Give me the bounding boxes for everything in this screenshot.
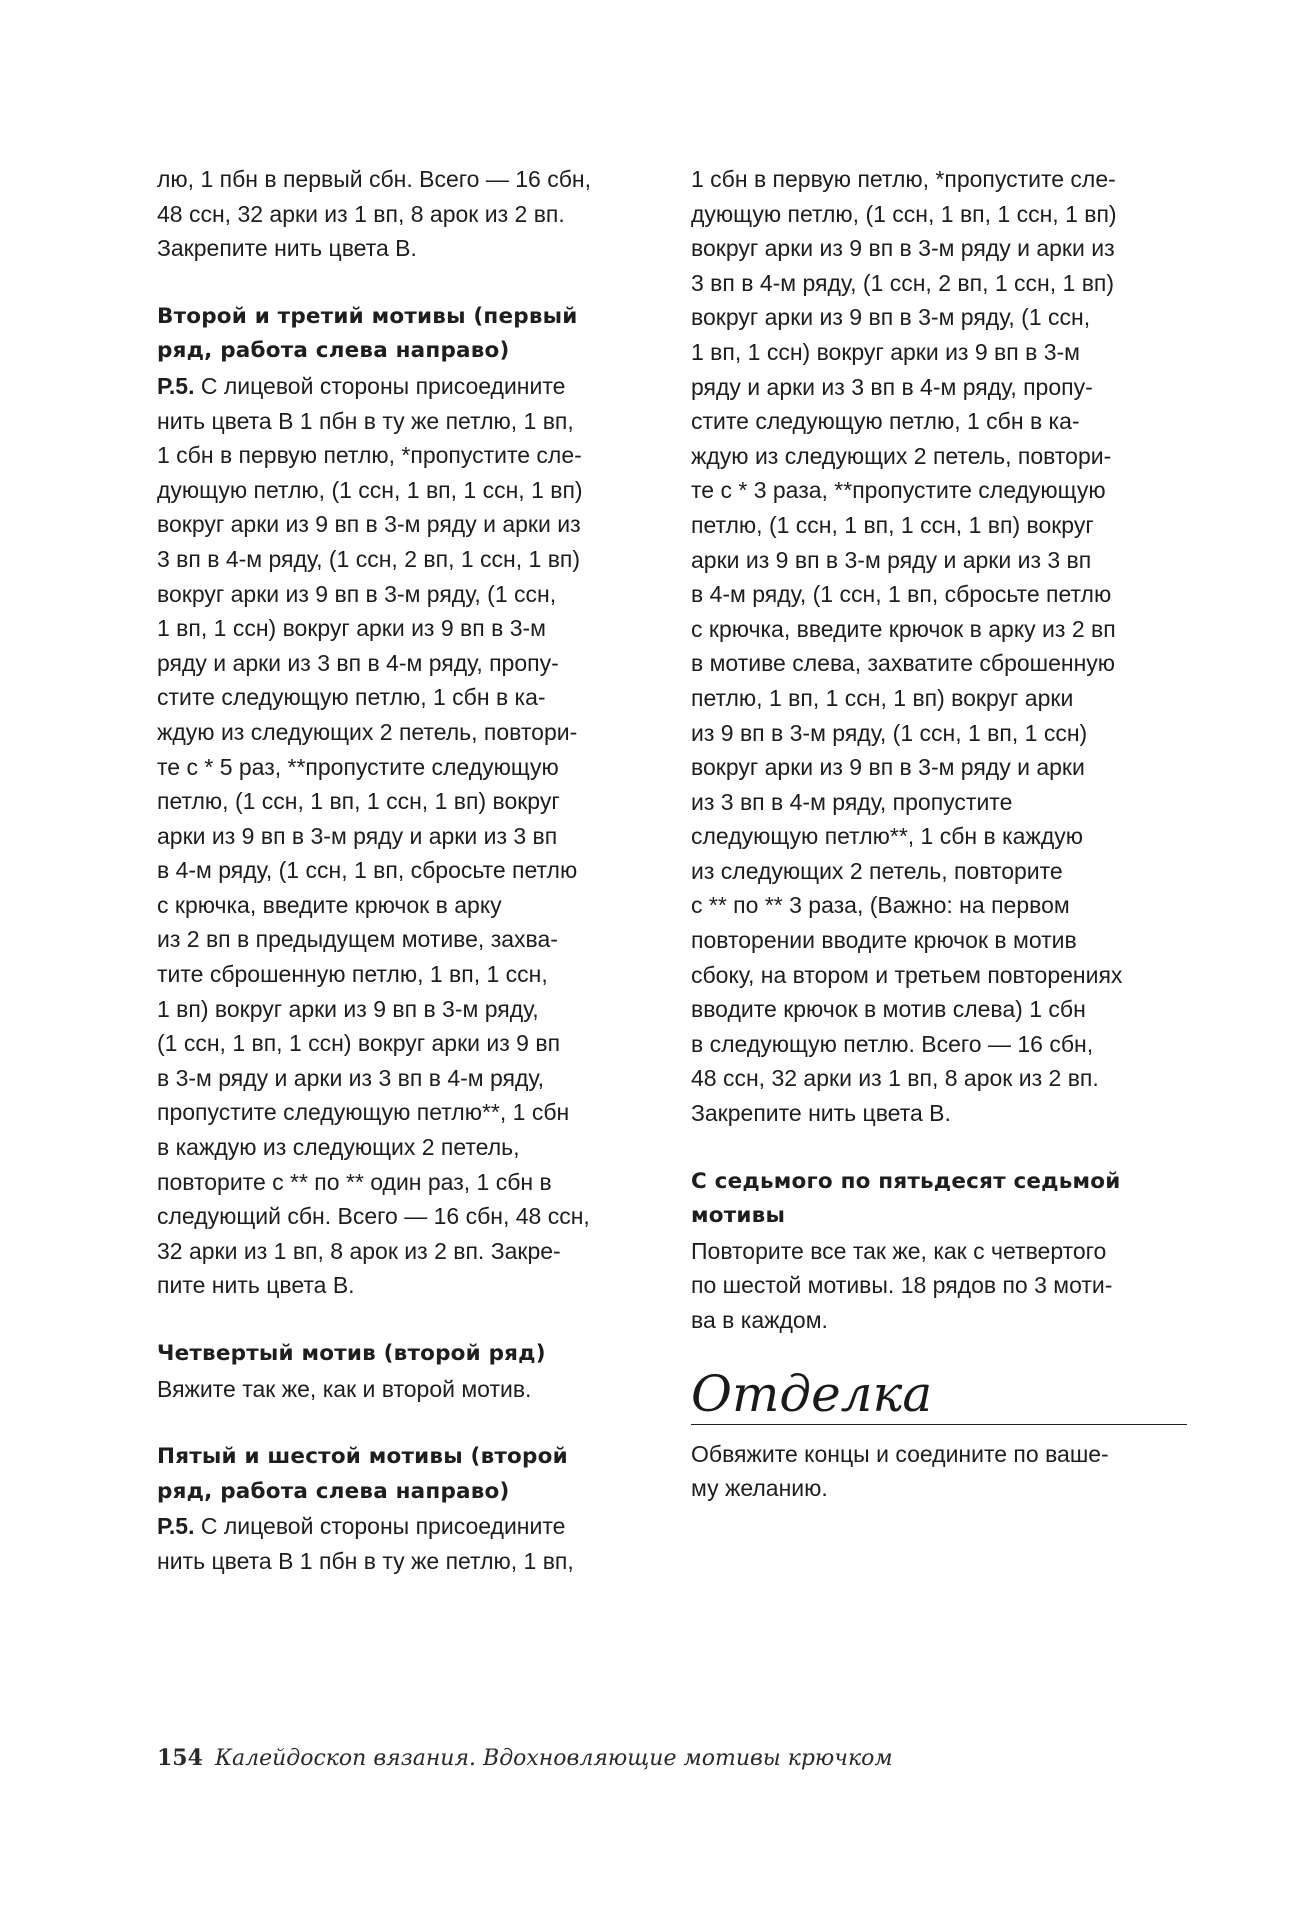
- text-line: арки из 9 вп в 3-м ряду и арки из 3 вп: [691, 546, 1092, 573]
- text-line: ряду и арки из 3 вп в 4-м ряду, пропу-: [157, 649, 559, 676]
- paragraph: [691, 162, 1191, 1131]
- left-column: [157, 162, 657, 1579]
- text-line: следующую петлю**, 1 сбн в каждую: [691, 823, 1084, 850]
- text-line: дующую петлю, (1 ссн, 1 вп, 1 ссн, 1 вп): [157, 476, 583, 503]
- text-line: ва в каждом.: [691, 1307, 828, 1333]
- heading-line: ряд, работа слева направо): [157, 1478, 510, 1504]
- text-line: 1 вп, 1 ссн) вокруг арки из 9 вп в 3-м: [691, 338, 1080, 365]
- heading-line: Пятый и шестой мотивы (второй: [157, 1444, 568, 1470]
- row-label: Р.5.: [157, 1513, 195, 1540]
- text-line: повторении вводите крючок в мотив: [691, 927, 1077, 954]
- text-line: 3 вп в 4-м ряду, (1 ссн, 2 вп, 1 ссн, 1 вп): [157, 545, 581, 572]
- text-line: нить цвета B 1 пбн в ту же петлю, 1 вп,: [157, 407, 574, 434]
- text-line: (1 ссн, 1 вп, 1 ссн) вокруг арки из 9 вп: [157, 1030, 561, 1057]
- text-line: ждую из следующих 2 петель, повтори-: [157, 718, 578, 745]
- paragraph: [691, 1234, 1191, 1338]
- text-line: ждую из следующих 2 петель, повтори-: [691, 442, 1112, 469]
- text-line: 1 сбн в первую петлю, *пропустите сле-: [691, 166, 1116, 192]
- text-line: вокруг арки из 9 вп в 3-м ряду, (1 ссн,: [691, 304, 1091, 331]
- text-line: [157, 1509, 657, 1544]
- text-line: из 9 вп в 3-м ряду, (1 ссн, 1 вп, 1 ссн): [691, 719, 1088, 746]
- text-line: 48 ссн, 32 арки из 1 вп, 8 арок из 2 вп.: [691, 1065, 1099, 1092]
- text-line: вокруг арки из 9 вп в 3-м ряду и арки из: [691, 235, 1115, 262]
- text-line: дующую петлю, (1 ссн, 1 вп, 1 ссн, 1 вп): [691, 200, 1117, 227]
- paragraph: [691, 1437, 1191, 1506]
- heading-line: Четвертый мотив (второй ряд): [157, 1341, 546, 1366]
- subheading: [691, 1165, 1191, 1234]
- subheading: [157, 1337, 657, 1372]
- heading-line: С седьмого по пятьдесят седьмой: [691, 1168, 1121, 1194]
- text-line: Закрепите нить цвета B.: [691, 1100, 951, 1127]
- text-line: Повторите все так же, как с четвертого: [691, 1237, 1107, 1264]
- text-line: по шестой мотивы. 18 рядов по 3 моти-: [691, 1272, 1113, 1299]
- text-line: следующий сбн. Всего — 16 сбн, 48 ссн,: [157, 1203, 590, 1230]
- heading-line: Второй и третий мотивы (первый: [157, 303, 578, 329]
- text-line: Закрепите нить цвета B.: [157, 235, 417, 262]
- text-line: повторите с ** по ** один раз, 1 сбн в: [157, 1168, 552, 1195]
- text-line: сбоку, на втором и третьем повторениях: [691, 961, 1123, 988]
- heading-line: ряд, работа слева направо): [157, 338, 510, 364]
- text-line: в мотиве слева, захватите сброшенную: [691, 650, 1116, 677]
- text-line: из следующих 2 петель, повторите: [691, 857, 1063, 884]
- paragraph: [157, 1372, 657, 1407]
- text-line: с ** по ** 3 раза, (Важно: на первом: [691, 892, 1070, 919]
- text-line: петлю, 1 вп, 1 ссн, 1 вп) вокруг арки: [691, 684, 1074, 711]
- text-line: вокруг арки из 9 вп в 3-м ряду и арки: [691, 754, 1085, 781]
- heading-line: мотивы: [691, 1203, 786, 1229]
- text-line: в следующую петлю. Всего — 16 сбн,: [691, 1030, 1094, 1057]
- text-line: стите следующую петлю, 1 сбн в ка-: [157, 684, 546, 711]
- text-line: тите сброшенную петлю, 1 вп, 1 ссн,: [157, 961, 548, 988]
- text-line: вокруг арки из 9 вп в 3-м ряду, (1 ссн,: [157, 580, 557, 607]
- text-line: в 3-м ряду и арки из 3 вп в 4-м ряду,: [157, 1064, 544, 1091]
- text-line: те с * 5 раз, **пропустите следующую: [157, 753, 559, 780]
- text-line: в 4-м ряду, (1 ссн, 1 вп, сбросьте петлю: [157, 857, 578, 884]
- text-line: арки из 9 вп в 3-м ряду и арки из 3 вп: [157, 822, 558, 849]
- text-fragment: С лицевой стороны присоедините: [194, 1513, 566, 1540]
- paragraph: [157, 369, 657, 1303]
- text-line: ряду и арки из 3 вп в 4-м ряду, пропу-: [691, 373, 1093, 400]
- text-line: в каждую из следующих 2 петель,: [157, 1134, 520, 1161]
- text-line: те с * 3 раза, **пропустите следующую: [691, 477, 1106, 504]
- text-line: 1 вп, 1 ссн) вокруг арки из 9 вп в 3-м: [157, 615, 546, 642]
- section-title: Отделка: [691, 1366, 1187, 1425]
- text-line: нить цвета B 1 пбн в ту же петлю, 1 вп,: [157, 1547, 574, 1574]
- text-line: [157, 369, 657, 404]
- paragraph: [157, 1509, 657, 1578]
- running-title: Калейдоскоп вязания. Вдохновляющие мотивы крючком: [214, 1746, 893, 1771]
- text-line: вокруг арки из 9 вп в 3-м ряду и арки из: [157, 511, 581, 538]
- text-line: 48 ссн, 32 арки из 1 вп, 8 арок из 2 вп.: [157, 200, 565, 227]
- text-line: с крючка, введите крючок в арку из 2 вп: [691, 615, 1116, 642]
- text-line: стите следующую петлю, 1 сбн в ка-: [691, 408, 1080, 435]
- text-line: лю, 1 пбн в первый сбн. Всего — 16 сбн,: [157, 166, 591, 192]
- page-footer: [157, 1745, 893, 1771]
- text-line: 3 вп в 4-м ряду, (1 ссн, 2 вп, 1 ссн, 1 вп): [691, 269, 1115, 296]
- right-column: [691, 162, 1191, 1506]
- text-line: в 4-м ряду, (1 ссн, 1 вп, сбросьте петлю: [691, 581, 1112, 608]
- text-line: 1 вп) вокруг арки из 9 вп в 3-м ряду,: [157, 995, 539, 1022]
- text-line: петлю, (1 ссн, 1 вп, 1 ссн, 1 вп) вокруг: [157, 788, 560, 815]
- paragraph: [157, 162, 657, 266]
- text-fragment: С лицевой стороны присоедините: [194, 372, 566, 399]
- text-line: из 3 вп в 4-м ряду, пропустите: [691, 788, 1013, 815]
- subheading: [157, 300, 657, 369]
- text-line: из 2 вп в предыдущем мотиве, захва-: [157, 926, 558, 953]
- row-label: Р.5.: [157, 372, 195, 399]
- text-line: 1 сбн в первую петлю, *пропустите сле-: [157, 442, 582, 469]
- text-line: с крючка, введите крючок в арку: [157, 891, 502, 918]
- text-line: Вяжите так же, как и второй мотив.: [157, 1375, 532, 1402]
- text-line: пропустите следующую петлю**, 1 сбн: [157, 1099, 570, 1126]
- text-line: петлю, (1 ссн, 1 вп, 1 ссн, 1 вп) вокруг: [691, 511, 1094, 538]
- text-line: вводите крючок в мотив слева) 1 сбн: [691, 996, 1086, 1023]
- text-line: Обвяжите концы и соедините по ваше-: [691, 1440, 1109, 1467]
- subheading: [157, 1440, 657, 1509]
- page-number: 154: [157, 1745, 203, 1771]
- text-line: пите нить цвета B.: [157, 1272, 355, 1299]
- text-line: му желанию.: [691, 1475, 828, 1502]
- text-line: 32 арки из 1 вп, 8 арок из 2 вп. Закре-: [157, 1237, 561, 1264]
